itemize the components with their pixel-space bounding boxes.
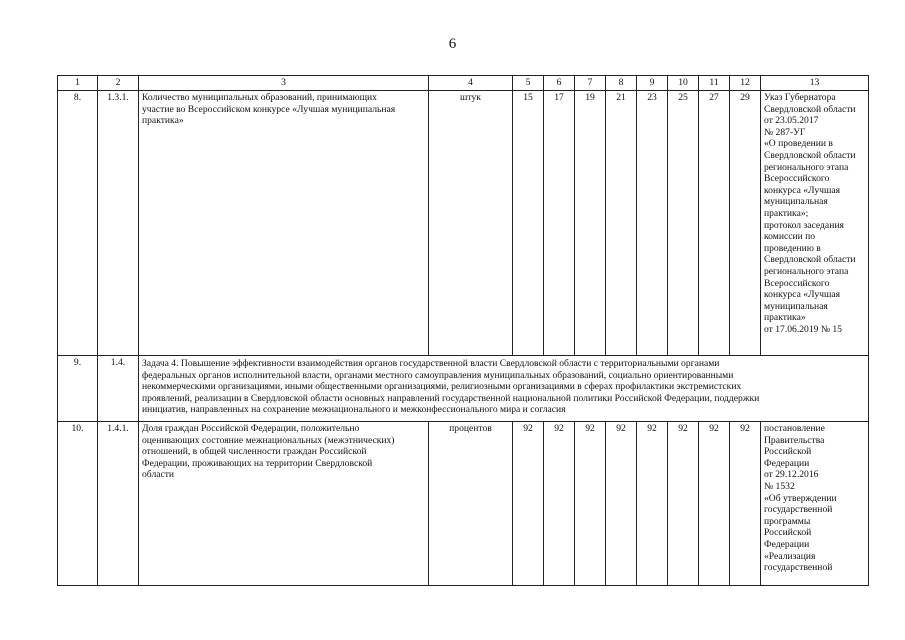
header-cell: 1 — [58, 76, 98, 91]
header-cell: 2 — [98, 76, 139, 91]
value-cell: 92 — [730, 422, 761, 586]
header-cell: 10 — [668, 76, 699, 91]
indicators-table — [57, 75, 869, 586]
page-number: 6 — [448, 36, 457, 52]
header-cell: 9 — [637, 76, 668, 91]
header-cell: 7 — [575, 76, 606, 91]
source-document: Указ Губернатора Свердловской области от 23.05.2017 № 287-УГ «О проведении в Свердловской области регионального этапа Всероссийского конкурса «Лучшая муниципальная практика»; протокол заседания комиссии по проведению в Свердловской области регионального этапа Всероссийского конкурса «Лучшая муниципальная практика» от 17.06.2019 № 15 — [761, 91, 869, 356]
row-code: 1.4. — [98, 356, 139, 422]
value-cell: 92 — [544, 422, 575, 586]
row-number: 10. — [58, 422, 98, 586]
value-cell: 92 — [637, 422, 668, 586]
header-cell: 12 — [730, 76, 761, 91]
value-cell: 21 — [606, 91, 637, 356]
value-cell: 19 — [575, 91, 606, 356]
header-cell: 11 — [699, 76, 730, 91]
value-cell: 92 — [668, 422, 699, 586]
value-cell: 23 — [637, 91, 668, 356]
header-cell: 5 — [513, 76, 544, 91]
row-number: 9. — [58, 356, 98, 422]
value-cell: 17 — [544, 91, 575, 356]
indicator-name: Доля граждан Российской Федерации, положительно оценивающих состояние межнациональных (межэтнических) отношений, в общей численности граждан Российской Федерации, проживающих на территории Свердловской области — [139, 422, 429, 586]
value-cell: 29 — [730, 91, 761, 356]
header-row — [58, 76, 869, 91]
source-document: постановление Правительства Российской Федерации от 29.12.2016 № 1532 «Об утверждении государственной программы Российской Федерации «Реализация государственной — [761, 422, 869, 586]
value-cell: 92 — [606, 422, 637, 586]
header-cell: 13 — [761, 76, 869, 91]
value-cell: 25 — [668, 91, 699, 356]
header-cell: 6 — [544, 76, 575, 91]
header-cell: 8 — [606, 76, 637, 91]
table-row — [58, 91, 869, 356]
task-description: Задача 4. Повышение эффективности взаимодействия органов государственной власти Свердловской области с территориальными органами федеральных органов исполнительной власти, органами местного самоуправления муниципальных образований, социально ориентированными некоммерческими организациями, иными общественными организациями, религиозными организациями в сферах профилактики экстремистских проявлений, реализации в Свердловской области основных направлений государственной национальной политики Российской Федерации, поддержки инициатив, направленных на сохранение межнационального и межконфессионального мира и согласия — [139, 356, 869, 422]
indicator-name: Количество муниципальных образований, принимающих участие во Всероссийском конкурсе «Лучшая муниципальная практика» — [139, 91, 429, 356]
task-row — [58, 356, 869, 422]
unit-cell: процентов — [429, 422, 513, 586]
value-cell: 92 — [699, 422, 730, 586]
value-cell: 27 — [699, 91, 730, 356]
row-code: 1.4.1. — [98, 422, 139, 586]
header-cell: 4 — [429, 76, 513, 91]
row-number: 8. — [58, 91, 98, 356]
unit-cell: штук — [429, 91, 513, 356]
value-cell: 92 — [513, 422, 544, 586]
value-cell: 15 — [513, 91, 544, 356]
header-cell: 3 — [139, 76, 429, 91]
row-code: 1.3.1. — [98, 91, 139, 356]
table-row — [58, 422, 869, 586]
value-cell: 92 — [575, 422, 606, 586]
